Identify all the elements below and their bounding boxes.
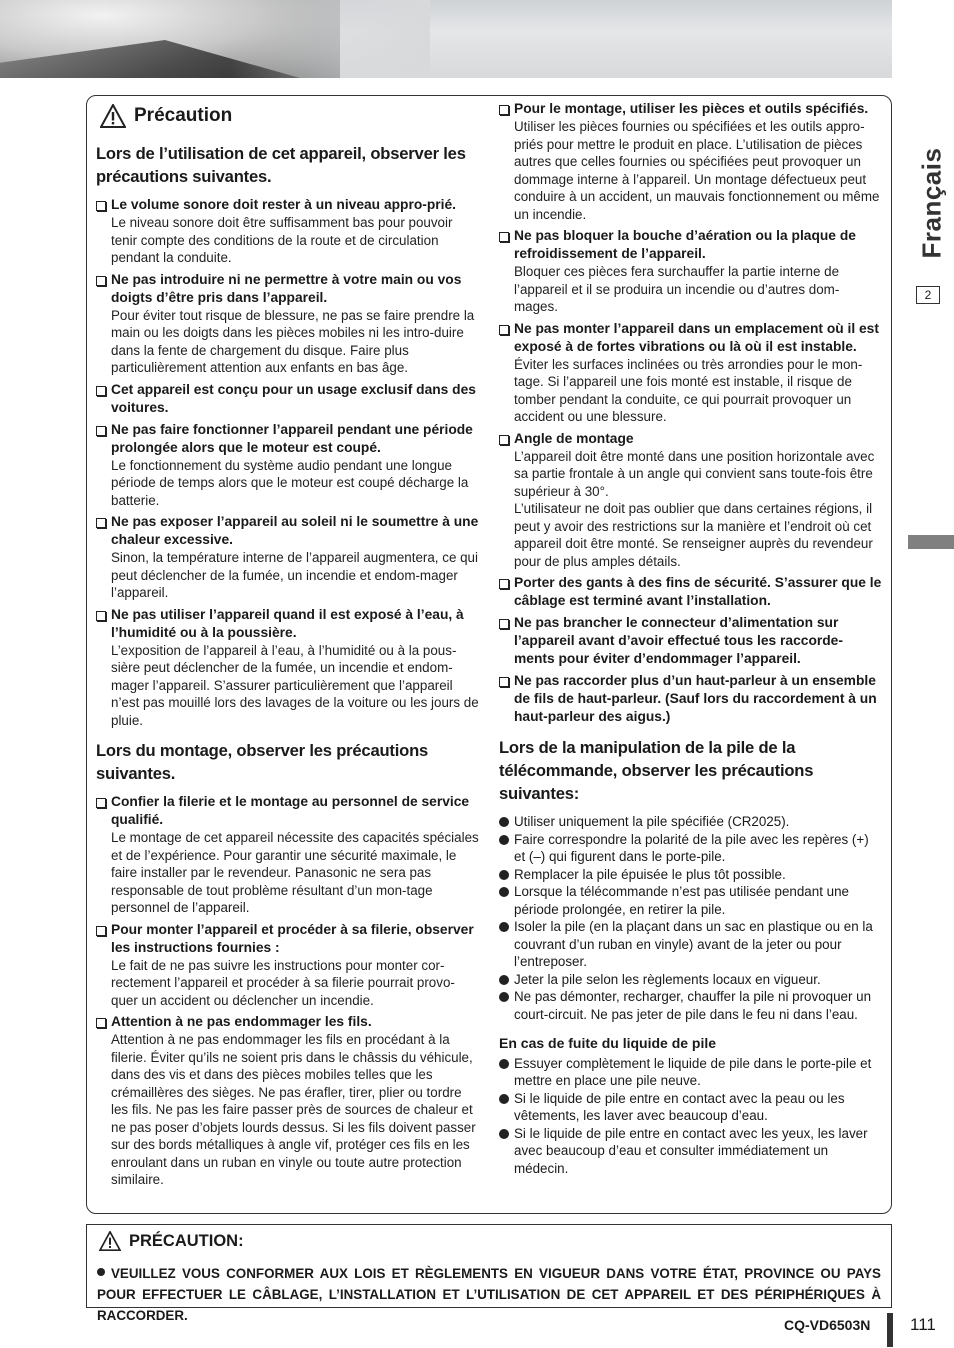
bullet-text: Jeter la pile selon les règlements locaux en vigueur. — [514, 971, 821, 987]
checkbox-bullet-icon — [499, 435, 509, 445]
item-body: L’appareil doit être monté dans une position horizontale avec sa partie frontale à un angle qui convient sans toute-fois être supérieur à 30°. — [514, 448, 875, 499]
item-heading-text: Ne pas exposer l’appareil au soleil ni le soumettre à une chaleur excessive. — [111, 514, 479, 547]
checkbox-bullet-icon — [96, 798, 106, 808]
precaution-item — [499, 227, 883, 316]
mount-list — [96, 793, 480, 1189]
item-heading — [499, 430, 883, 448]
precaution-title — [100, 104, 480, 128]
item-heading-text: Angle de montage — [514, 430, 634, 446]
item-heading — [499, 672, 883, 726]
bullet-text: Isoler la pile (en la plaçant dans un sac en plastique ou en la couvrant d’un ruban en vinyle) avant de la jeter ou pour l’entreposer. — [514, 919, 873, 969]
item-heading-text: Porter des gants à des fins de sécurité. S’assurer que le câblage est terminé avant l’installation. — [514, 575, 882, 608]
usage-heading: Lors de l’utilisation de cet appareil, observer les précautions suivantes. — [96, 144, 466, 186]
precaution-item — [96, 793, 480, 917]
item-body: Le fait de ne pas suivre les instructions pour monter cor-rectement l’appareil et procéder à sa filerie pourrait provo-quer un accident ou déclencher un incendie. — [111, 957, 455, 1008]
checkbox-bullet-icon — [96, 518, 106, 528]
bullet-text: Ne pas démonter, recharger, chauffer la pile ni provoquer un court-circuit. Ne pas jeter de pile dans le feu ni dans l’eau. — [514, 989, 872, 1022]
item-heading — [96, 793, 480, 829]
checkbox-bullet-icon — [499, 579, 509, 589]
item-heading-text: Cet appareil est conçu pour un usage exclusif dans des voitures. — [111, 381, 476, 415]
caution-text-body: VEUILLEZ VOUS CONFORMER AUX LOIS ET RÈGLEMENTS EN VIGUEUR DANS VOTRE ÉTAT, PROVINCE OU PAYS POUR EFFECTUER LE CÂBLAGE, L’INSTALLATION ET L’UTILISATION DE CET APPAREIL ET DES PÉRIPHÉRIQUES À RACCORDER. — [97, 1266, 881, 1323]
item-heading — [96, 381, 480, 417]
item-heading-text: Confier la filerie et le montage au personnel de service qualifié. — [111, 794, 470, 827]
bullet-item — [499, 883, 883, 918]
left-column — [96, 100, 480, 1193]
item-body: Le niveau sonore doit être suffisamment bas pour pouvoir tenir compte des conditions de la route et de circulation pendant la conduite. — [111, 215, 453, 265]
leak-list — [499, 1055, 883, 1178]
usage-list — [96, 196, 480, 729]
bullet-icon — [499, 922, 509, 932]
bullet-text: Lorsque la télécommande n’est pas utilisée pendant une période prolongée, en retirer la pile. — [514, 884, 849, 917]
item-body: Utiliser les pièces fournies ou spécifiées et les outils appro-priés pour mettre le produit en place. L’utilisation de pièces autres que celles fournies ou spécifiées peut provoquer un dommage interne à l’appareil. Un montage défectueux peut conduire à un accident, un mauvais fonctionnement ou même un incendie. — [514, 119, 880, 222]
language-tab: Français — [916, 147, 947, 259]
precaution-item — [96, 513, 480, 602]
item-heading — [499, 227, 883, 263]
caution-box — [86, 1224, 892, 1323]
leak-heading: En cas de fuite du liquide de pile — [499, 1035, 717, 1051]
precaution-item — [96, 606, 480, 730]
item-body: Le fonctionnement du système audio pendant une longue période de temps alors que le moteur est coupé décharge la batterie. — [111, 457, 469, 508]
item-heading — [96, 921, 480, 957]
right-list — [499, 100, 883, 726]
precaution-item — [499, 320, 883, 426]
bullet-icon — [499, 1094, 509, 1104]
precaution-item — [499, 574, 883, 610]
item-body: Éviter les surfaces inclinées ou très arrondies pour le mon-tage. Si l’appareil une fois monté est instable, il risque de tomber pendant la conduite, ce qui pourrait provoquer un accident ou une blessure. — [514, 356, 863, 424]
item-body: L’utilisateur ne doit pas oublier que dans certaines régions, il peut y avoir des restrictions sur la manière et l’endroit où cet appareil doit être monté. Se renseigner auprès du revendeur pour de plus amples détails. — [514, 501, 873, 569]
item-heading-text: Ne pas raccorder plus d’un haut-parleur à un ensemble de fils de haut-parleur. (Sauf lors du raccordement à un haut-parleur des aigus.) — [514, 673, 877, 724]
precaution-item — [96, 196, 480, 267]
bullet-icon — [499, 1059, 509, 1069]
model-number: CQ-VD6503N — [784, 1317, 871, 1333]
battery-list — [499, 813, 883, 1023]
bullet-item — [499, 971, 883, 989]
item-heading — [96, 271, 480, 307]
bullet-text: Essuyer complètement le liquide de pile dans le porte-pile et mettre en place une pile neuve. — [514, 1055, 872, 1088]
item-body: L’exposition de l’appareil à l’eau, à l’humidité ou à la pous-sière peut déclencher de la fumée, un incendie et endom-mager l’appareil. S’assurer particulièrement que l’appareil n’est pas mouillé lors des lavages de la voiture ou les jours de pluie. — [111, 642, 479, 728]
bullet-text: Remplacer la pile épuisée le plus tôt possible. — [514, 866, 786, 882]
checkbox-bullet-icon — [499, 677, 509, 687]
item-heading — [499, 100, 883, 118]
bullet-item — [499, 1125, 883, 1178]
precaution-item — [96, 271, 480, 377]
item-heading-text: Attention à ne pas endommager les fils. — [111, 1014, 372, 1029]
checkbox-bullet-icon — [96, 611, 106, 621]
checkbox-bullet-icon — [499, 619, 509, 629]
bullet-text: Faire correspondre la polarité de la pile avec les repères (+) et (–) qui figurent dans le porte-pile. — [514, 831, 869, 864]
checkbox-bullet-icon — [96, 386, 106, 396]
bullet-item — [499, 813, 883, 831]
bullet-text: Si le liquide de pile entre en contact avec la peau ou les vêtements, les laver avec beaucoup d’eau. — [514, 1090, 845, 1123]
battery-heading: Lors de la manipulation de la pile de la télécommande, observer les précautions suivantes: — [499, 738, 814, 803]
precaution-title-text: Précaution — [134, 105, 233, 127]
checkbox-bullet-icon — [96, 1018, 106, 1028]
checkbox-bullet-icon — [499, 105, 509, 115]
checkbox-bullet-icon — [96, 426, 106, 436]
precaution-item — [499, 430, 883, 571]
bullet-text: Utiliser uniquement la pile spécifiée (CR2025). — [514, 814, 790, 829]
checkbox-bullet-icon — [96, 276, 106, 286]
item-heading — [96, 421, 480, 457]
bullet-item — [499, 918, 883, 971]
warning-triangle-icon — [100, 104, 126, 128]
bullet-icon — [499, 870, 509, 880]
bullet-icon — [499, 992, 509, 1002]
caution-title-text: PRÉCAUTION: — [129, 1231, 244, 1250]
bullet-item — [499, 866, 883, 884]
precaution-item — [96, 381, 480, 417]
item-heading-text: Pour monter l’appareil et procéder à sa filerie, observer les instructions fournies : — [111, 921, 474, 955]
precaution-item — [499, 614, 883, 668]
section-page-box: 2 — [916, 286, 940, 304]
model-bar — [887, 1313, 893, 1347]
bullet-icon — [97, 1268, 105, 1276]
precaution-item — [96, 921, 480, 1010]
mount-heading: Lors du montage, observer les précautions suivantes. — [96, 741, 429, 783]
caution-text — [97, 1263, 881, 1326]
checkbox-bullet-icon — [499, 325, 509, 335]
item-heading — [96, 513, 480, 549]
bullet-icon — [499, 975, 509, 985]
caution-title — [99, 1231, 244, 1251]
bullet-icon — [499, 887, 509, 897]
item-heading-text: Le volume sonore doit rester à un niveau appro-prié. — [111, 197, 456, 212]
precaution-item — [499, 672, 883, 726]
warning-triangle-icon — [99, 1231, 121, 1251]
checkbox-bullet-icon — [96, 926, 106, 936]
page-number: 111 — [910, 1315, 936, 1334]
item-body: Bloquer ces pièces fera surchauffer la partie interne de l’appareil et il se produira un incendie ou d’autres dom-mages. — [514, 264, 840, 314]
bullet-icon — [499, 835, 509, 845]
header-photo — [0, 0, 892, 78]
precaution-item — [96, 421, 480, 510]
item-heading — [499, 614, 883, 668]
precaution-item — [499, 100, 883, 223]
item-heading — [96, 606, 480, 642]
item-heading-text: Ne pas faire fonctionner l’appareil pendant une période prolongée alors que le moteur est coupé. — [111, 421, 473, 455]
bullet-item — [499, 1090, 883, 1125]
item-heading-text: Ne pas brancher le connecteur d’alimentation sur l’appareil avant d’avoir effectué tous les raccorde-ments pour éviter d’endommager l’appareil. — [514, 615, 843, 666]
bullet-text: Si le liquide de pile entre en contact avec les yeux, les laver avec beaucoup d’eau et consulter immédiatement un médecin. — [514, 1125, 868, 1176]
item-heading-text: Ne pas bloquer la bouche d’aération ou la plaque de refroidissement de l’appareil. — [514, 228, 856, 261]
item-heading-text: Ne pas introduire ni ne permettre à votre main ou vos doigts d’être pris dans l’appareil. — [111, 271, 462, 305]
checkbox-bullet-icon — [499, 232, 509, 242]
item-heading — [499, 574, 883, 610]
bullet-item — [499, 1055, 883, 1090]
item-heading-text: Ne pas utiliser l’appareil quand il est exposé à l’eau, à l’humidité ou à la poussière. — [111, 606, 464, 640]
item-body: Attention à ne pas endommager les fils en procédant à la filerie. Éviter qu’ils ne soient pris dans le châssis du véhicule, dans des vis et dans des pièces mobiles telles que les crémaillères des sièges. Ne pas érafler, tirer, plier ou tordre les fils. Ne pas les faire passer près de sources de chaleur et ne pas poser d’objets lourds dessus. Si les fils doivent passer sur des bords métalliques à angle vif, protéger ces fils en les enroulant dans un ruban en vinyle ou toute autre protection similaire. — [111, 1032, 476, 1187]
item-body: Le montage de cet appareil nécessite des capacités spéciales et de l’expérience. Pour garantir une sécurité maximale, le faire installer par le revendeur. Panasonic ne sera pas responsable de tout problème résultant d’un mon-tage personnel de l’appareil. — [111, 830, 479, 915]
item-heading-text: Pour le montage, utiliser les pièces et outils spécifiés. — [514, 101, 869, 116]
side-marker-bar — [908, 535, 954, 549]
bullet-item — [499, 831, 883, 866]
bullet-icon — [499, 1129, 509, 1139]
bullet-icon — [499, 817, 509, 827]
precaution-item — [96, 1013, 480, 1189]
checkbox-bullet-icon — [96, 201, 106, 211]
bullet-item — [499, 988, 883, 1023]
item-body: Sinon, la température interne de l’appareil augmentera, ce qui peut déclencher de la fumée, un incendie et endom-mager l’appareil. — [111, 550, 478, 600]
item-body: Pour éviter tout risque de blessure, ne pas se faire prendre la main ou les doigts dans les pièces mobiles ni les intro-duire dans la fente de chargement du disque. Faire plus particulièrement attention aux enfants en bas âge. — [111, 307, 475, 375]
item-heading-text: Ne pas monter l’appareil dans un emplacement où il est exposé à de fortes vibrations ou là où il est instable. — [514, 320, 879, 354]
item-heading — [499, 320, 883, 356]
right-column — [499, 100, 883, 1177]
item-heading — [96, 1013, 480, 1031]
item-heading — [96, 196, 480, 214]
